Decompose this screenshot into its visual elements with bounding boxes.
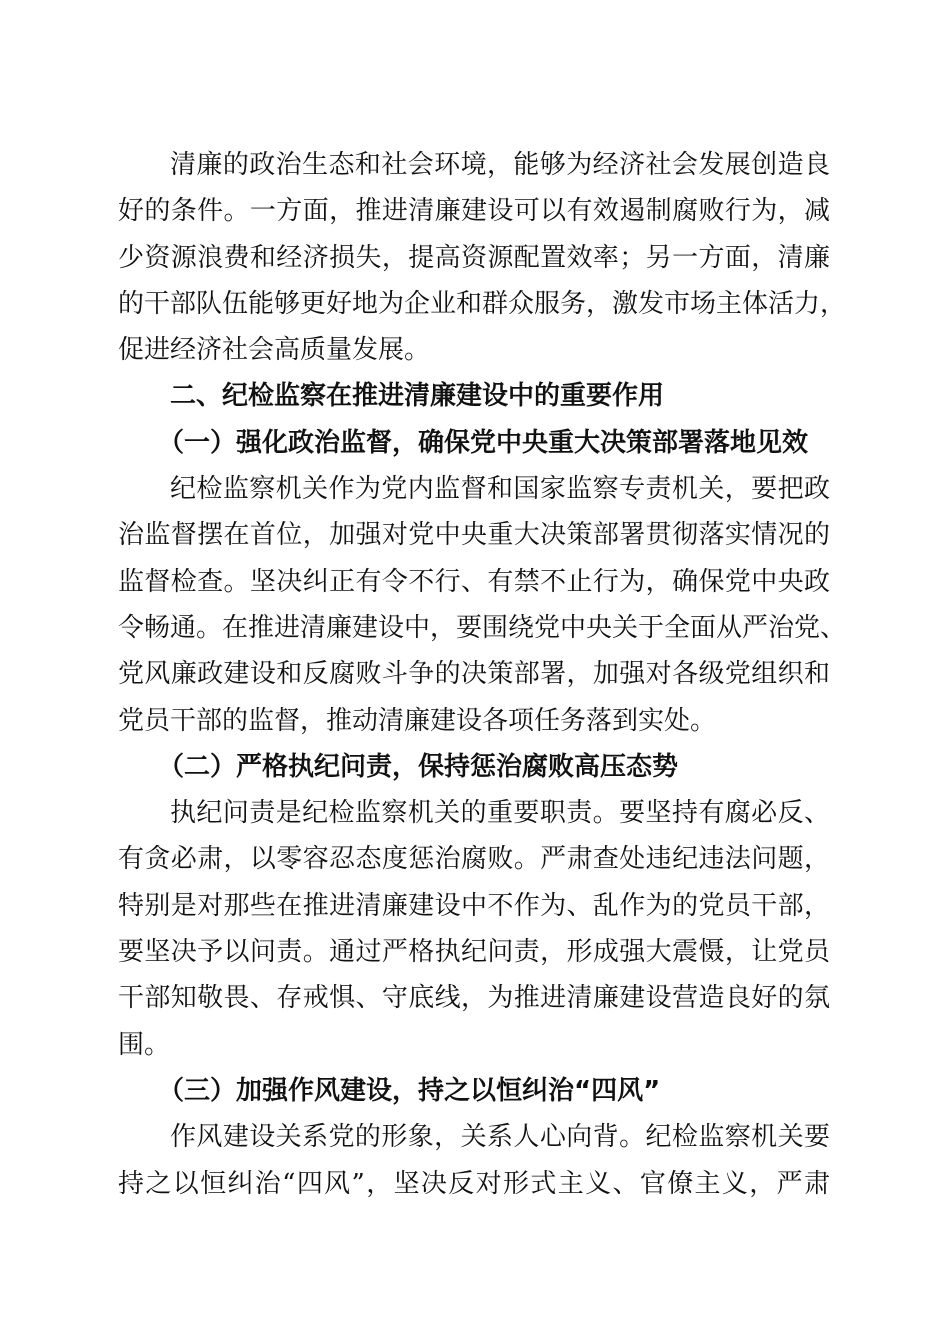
section-heading: 二、纪检监察在推进清廉建设中的重要作用	[170, 381, 665, 412]
body-line: 监督检查。坚决纠正有令不行、有禁不止行为，确保党中央政	[118, 566, 830, 597]
body-line: 有贪必肃，以零容忍态度惩治腐败。严肃查处违纪违法问题，	[118, 844, 830, 875]
body-line: 要坚决予以问责。通过严格执纪问责，形成强大震慑，让党员	[118, 937, 830, 968]
body-line: 清廉的政治生态和社会环境，能够为经济社会发展创造良	[170, 150, 830, 180]
body-line: 党员干部的监督，推动清廉建设各项任务落到实处。	[118, 705, 717, 736]
body-line: 特别是对那些在推进清廉建设中不作为、乱作为的党员干部，	[118, 890, 830, 921]
body-line: 党风廉政建设和反腐败斗争的决策部署，加强对各级党组织和	[118, 659, 830, 690]
body-line: 干部知敬畏、存戒惧、守底线，为推进清廉建设营造良好的氛	[118, 983, 830, 1014]
body-line: 促进经济社会高质量发展。	[118, 335, 431, 366]
body-line: 作风建设关系党的形象，关系人心向背。纪检监察机关要	[170, 1122, 830, 1153]
body-line: 纪检监察机关作为党内监督和国家监察专责机关，要把政	[170, 474, 830, 505]
body-line: 的干部队伍能够更好地为企业和群众服务，激发市场主体活力，	[118, 288, 847, 319]
body-line: 令畅通。在推进清廉建设中，要围绕党中央关于全面从严治党、	[118, 612, 847, 643]
body-line: 持之以恒纠治“四风”，坚决反对形式主义、官僚主义，严肃	[118, 1168, 830, 1199]
body-line: 执纪问责是纪检监察机关的重要职责。要坚持有腐必反、	[170, 798, 830, 829]
body-line: 好的条件。一方面，推进清廉建设可以有效遏制腐败行为，减	[118, 196, 830, 227]
subsection-heading: （二）严格执纪问责，保持惩治腐败高压态势	[158, 751, 679, 782]
subsection-heading: （一）强化政治监督，确保党中央重大决策部署落地见效	[158, 427, 809, 458]
subsection-heading: （三）加强作风建设，持之以恒纠治“四风”	[158, 1075, 661, 1106]
document-body	[118, 142, 847, 1207]
body-line: 治监督摆在首位，加强对党中央重大决策部署贯彻落实情况的	[118, 520, 830, 551]
body-line: 少资源浪费和经济损失，提高资源配置效率；另一方面，清廉	[118, 242, 830, 273]
body-line: 围。	[118, 1029, 171, 1060]
